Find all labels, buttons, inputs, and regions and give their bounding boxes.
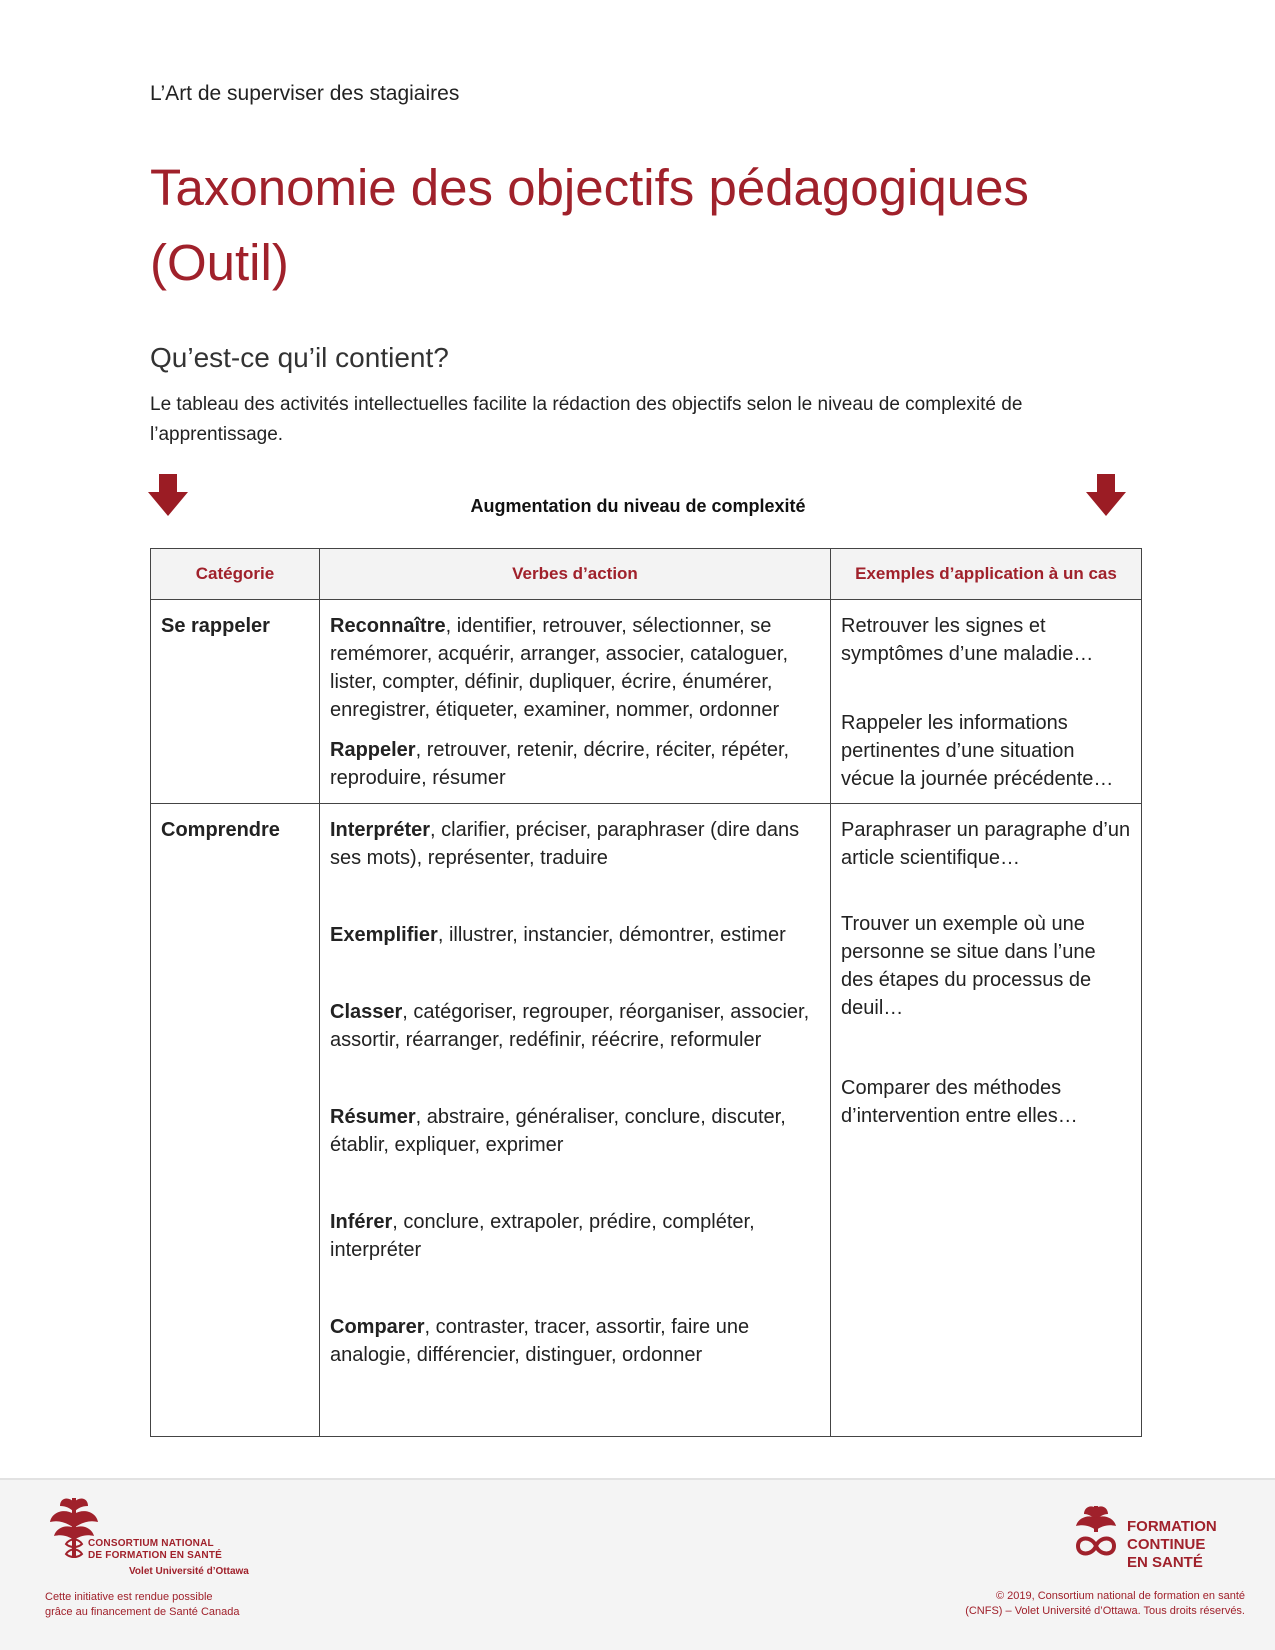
category-cell: Comprendre bbox=[151, 804, 320, 1437]
verbs-cell bbox=[320, 600, 831, 804]
document-header-label: L’Art de superviser des stagiaires bbox=[150, 82, 460, 105]
column-header: Catégorie bbox=[151, 549, 320, 600]
related-verbs: , illustrer, instancier, démontrer, estimer bbox=[437, 924, 786, 946]
related-verbs: , catégoriser, regrouper, réorganiser, associer, assortir, réarranger, redéfinir, réécrire, reformuler bbox=[330, 1001, 810, 1051]
lead-verb: Classer bbox=[330, 1001, 403, 1023]
lead-verb: Résumer bbox=[330, 1106, 416, 1128]
verb-group bbox=[330, 1208, 820, 1264]
cnfs-name: CONSORTIUM NATIONAL DE FORMATION EN SANTÉ bbox=[88, 1538, 223, 1561]
column-header: Exemples d’application à un cas bbox=[831, 549, 1142, 600]
lead-verb: Rappeler bbox=[330, 739, 416, 761]
verb-group bbox=[330, 612, 820, 724]
verb-group bbox=[330, 736, 820, 792]
down-arrow-icon bbox=[1086, 474, 1126, 516]
related-verbs: , retrouver, retenir, décrire, réciter, répéter, reproduire, résumer bbox=[330, 739, 790, 789]
verb-group bbox=[330, 921, 820, 949]
column-header: Verbes d’action bbox=[320, 549, 831, 600]
funding-note: Cette initiative est rendue possible grâce au financement de Santé Canada bbox=[45, 1591, 240, 1618]
page-title: Taxonomie des objectifs pédagogiques (Outil) bbox=[150, 159, 1029, 291]
formation-continue-mark-icon bbox=[1072, 1502, 1120, 1566]
table-row bbox=[151, 804, 1142, 1437]
verbs-cell bbox=[320, 804, 831, 1437]
examples-cell bbox=[831, 804, 1142, 1437]
example-text: Comparer des méthodes d’intervention entre elles… bbox=[841, 1077, 1078, 1127]
example-text: Trouver un exemple où une personne se situe dans l’une des étapes du processus de deuil… bbox=[841, 913, 1096, 1019]
related-verbs: , contraster, tracer, assortir, faire une analogie, différencier, distinguer, ordonner bbox=[330, 1316, 750, 1366]
category-cell: Se rappeler bbox=[151, 600, 320, 804]
taxonomy-table bbox=[150, 548, 1142, 1437]
verb-group bbox=[330, 816, 820, 872]
down-arrow-icon bbox=[148, 474, 188, 516]
related-verbs: , identifier, retrouver, sélectionner, se remémorer, acquérir, arranger, associer, cataloguer, lister, compter, définir, dupliquer, écrire, énumérer, enregistrer, étiqueter, examiner, nommer, ordonner bbox=[330, 615, 789, 721]
examples-cell bbox=[831, 600, 1142, 804]
related-verbs: , abstraire, généraliser, conclure, discuter, établir, expliquer, exprimer bbox=[330, 1106, 786, 1156]
lead-verb: Inférer bbox=[330, 1211, 393, 1233]
table-row bbox=[151, 600, 1142, 804]
lead-verb: Reconnaître bbox=[330, 615, 446, 637]
example-text: Rappeler les informations pertinentes d’une situation vécue la journée précédente… bbox=[841, 712, 1114, 790]
lead-verb: Comparer bbox=[330, 1316, 425, 1338]
lead-verb: Exemplifier bbox=[330, 924, 438, 946]
related-verbs: , clarifier, préciser, paraphraser (dire dans ses mots), représenter, traduire bbox=[330, 819, 800, 869]
section-heading: Qu’est-ce qu’il contient? bbox=[150, 342, 449, 373]
lead-verb: Interpréter bbox=[330, 819, 431, 841]
intro-paragraph: Le tableau des activités intellectuelles facilite la rédaction des objectifs selon le niveau de complexité de l’apprentissage. bbox=[150, 394, 1023, 445]
formation-continue-name: FORMATION CONTINUE EN SANTÉ bbox=[1127, 1518, 1217, 1571]
verb-group bbox=[330, 1313, 820, 1369]
table-header-row bbox=[151, 549, 1142, 600]
related-verbs: , conclure, extrapoler, prédire, compléter, interpréter bbox=[330, 1211, 755, 1261]
example-text: Paraphraser un paragraphe d’un article scientifique… bbox=[841, 819, 1131, 869]
verb-group bbox=[330, 1103, 820, 1159]
cnfs-volet: Volet Université d’Ottawa bbox=[129, 1566, 249, 1577]
copyright-notice: © 2019, Consortium national de formation en santé (CNFS) – Volet Université d’Ottawa. Tous droits réservés. bbox=[965, 1590, 1245, 1617]
verb-group bbox=[330, 998, 820, 1054]
example-text: Retrouver les signes et symptômes d’une maladie… bbox=[841, 615, 1094, 665]
complexity-label: Augmentation du niveau de complexité bbox=[470, 496, 806, 516]
